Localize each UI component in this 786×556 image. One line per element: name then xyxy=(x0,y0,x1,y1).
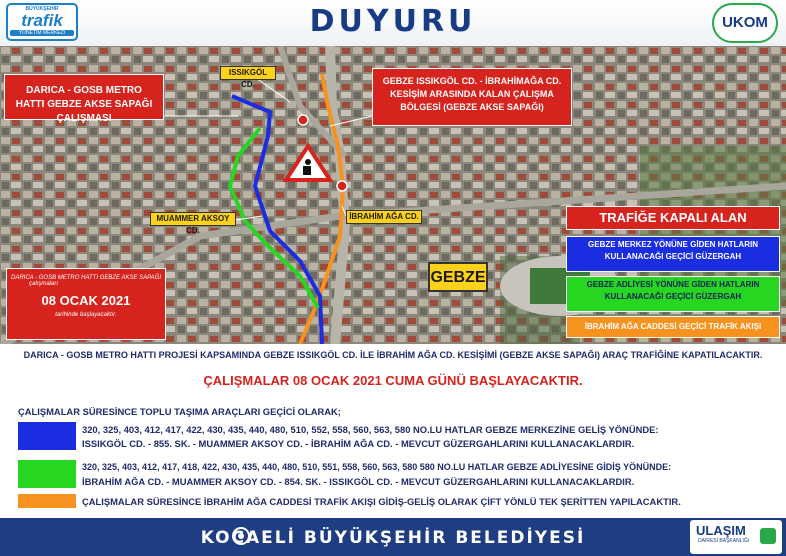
date-box-line3: tarihinde başlayacaktır. xyxy=(55,312,117,318)
blue-line2: ISSIKGÖL CD. - 855. SK. - MUAMMER AKSOY CD. - İBRAHİM AĞA CD. - MEVCUT GÜZERGAHLARINI KULLANACAKLARDIR. xyxy=(82,438,635,449)
transit-intro: ÇALIŞMALAR SÜRESİNCE TOPLU TAŞIMA ARAÇLARI GEÇİCİ OLARAK; xyxy=(18,406,341,417)
ulasim-logo xyxy=(690,520,782,554)
roadwork-figure xyxy=(303,166,311,175)
orange-swatch xyxy=(18,494,76,508)
trafik-logo-sub: YÖNETİM MERKEZİ xyxy=(10,30,74,36)
ulasim-emblem-icon xyxy=(760,528,776,544)
project-title-box: DARICA - GOSB METRO HATTI GEBZE AKSE SAPAĞI ÇALIŞMASI xyxy=(4,74,164,120)
roadwork-figure xyxy=(305,159,311,165)
municipality-name: KOCAELİ BÜYÜKŞEHİR BELEDİYESİ xyxy=(200,528,586,548)
green-line2: İBRAHİM AĞA CD. - MUAMMER AKSOY CD. - 854. SK. - ISSIKGÖL CD. - MEVCUT GÜZERGAHLARINI KULLANACAKLARDIR. xyxy=(82,476,635,487)
date-box-date: 08 OCAK 2021 xyxy=(41,293,131,308)
satellite-map xyxy=(0,46,786,344)
notice-line1: DARICA - GOSB METRO HATTI PROJESİ KAPSAMINDA GEBZE ISSIKGÖL CD. İLE İBRAHİM AĞA CD. KESİŞİMİ (GEBZE AKSE SAPAĞI) ARAÇ TRAFİĞİNE KAPATILACAKTIR. xyxy=(23,350,763,360)
label-ibrahim-aga: İBRAHİM AĞA CD. xyxy=(346,210,422,224)
blue-line1: 320, 325, 403, 412, 417, 422, 430, 435, 440, 480, 510, 552, 558, 560, 563, 580 NO.LU HATLAR GEBZE MERKEZİNE GELİŞ YÖNÜNDE: xyxy=(82,424,659,435)
legend-title: TRAFİĞE KAPALI ALAN xyxy=(566,206,780,230)
legend-blue: GEBZE MERKEZ YÖNÜNE GİDEN HATLARIN KULLANACAĞI GEÇİCİ GÜZERGAH xyxy=(566,236,780,272)
ukom-logo xyxy=(712,3,778,43)
green-swatch xyxy=(18,460,76,488)
date-box xyxy=(6,268,166,340)
label-issikgol: ISSIKGÖL CD. xyxy=(220,66,276,80)
date-box-line2: çalışmaları xyxy=(29,281,59,287)
label-gebze: GEBZE xyxy=(428,262,488,292)
ulasim-logo-sub: DAİRESİ BAŞKANLIĞI xyxy=(698,538,750,544)
orange-line: ÇALIŞMALAR SÜRESİNCE İBRAHİM AĞA CADDESİ TRAFİK AKIŞI GİDİŞ-GELİŞ OLARAK ÇİFT YÖNLÜ TEK ŞERİTTEN YAPILACAKTIR. xyxy=(82,496,681,507)
no-entry-icon xyxy=(337,181,347,191)
blue-swatch xyxy=(18,422,76,450)
green-line1: 320, 325, 403, 412, 417, 418, 422, 430, 435, 440, 480, 510, 551, 558, 560, 563, 580 580 NO.LU HATLAR GEBZE ADLİYESİNE GİDİŞ YÖNÜNDE: xyxy=(82,462,672,472)
no-entry-icon xyxy=(298,115,308,125)
notice-start: ÇALIŞMALAR 08 OCAK 2021 CUMA GÜNÜ BAŞLAYACAKTIR. xyxy=(203,373,583,388)
work-zone-box: GEBZE ISSIKGÖL CD. - İBRAHİMAĞA CD. KESİŞİM ARASINDA KALAN ÇALIŞMA BÖLGESİ (GEBZE AKSE SAPAĞI) xyxy=(372,68,572,126)
label-muammer-aksoy: MUAMMER AKSOY CD. xyxy=(150,212,236,226)
legend-orange: İBRAHİM AĞA CADDESİ GEÇİCİ TRAFİK AKIŞI xyxy=(566,316,780,338)
ulasim-logo-main: ULAŞIM xyxy=(696,523,746,538)
page-title: DUYURU xyxy=(309,4,477,39)
date-box-line1: DARICA - GOSB METRO HATTI GEBZE AKSE SAPAĞI xyxy=(10,275,162,281)
legend-green: GEBZE ADLİYESİ YÖNÜNE GİDEN HATLARIN KULLANACAĞI GEÇİCİ GÜZERGAH xyxy=(566,276,780,312)
trafik-logo-top: BÜYÜKŞEHİR xyxy=(25,6,59,12)
ukom-logo-text: UKOM xyxy=(722,14,768,31)
trafik-logo-main: trafik xyxy=(21,11,63,30)
